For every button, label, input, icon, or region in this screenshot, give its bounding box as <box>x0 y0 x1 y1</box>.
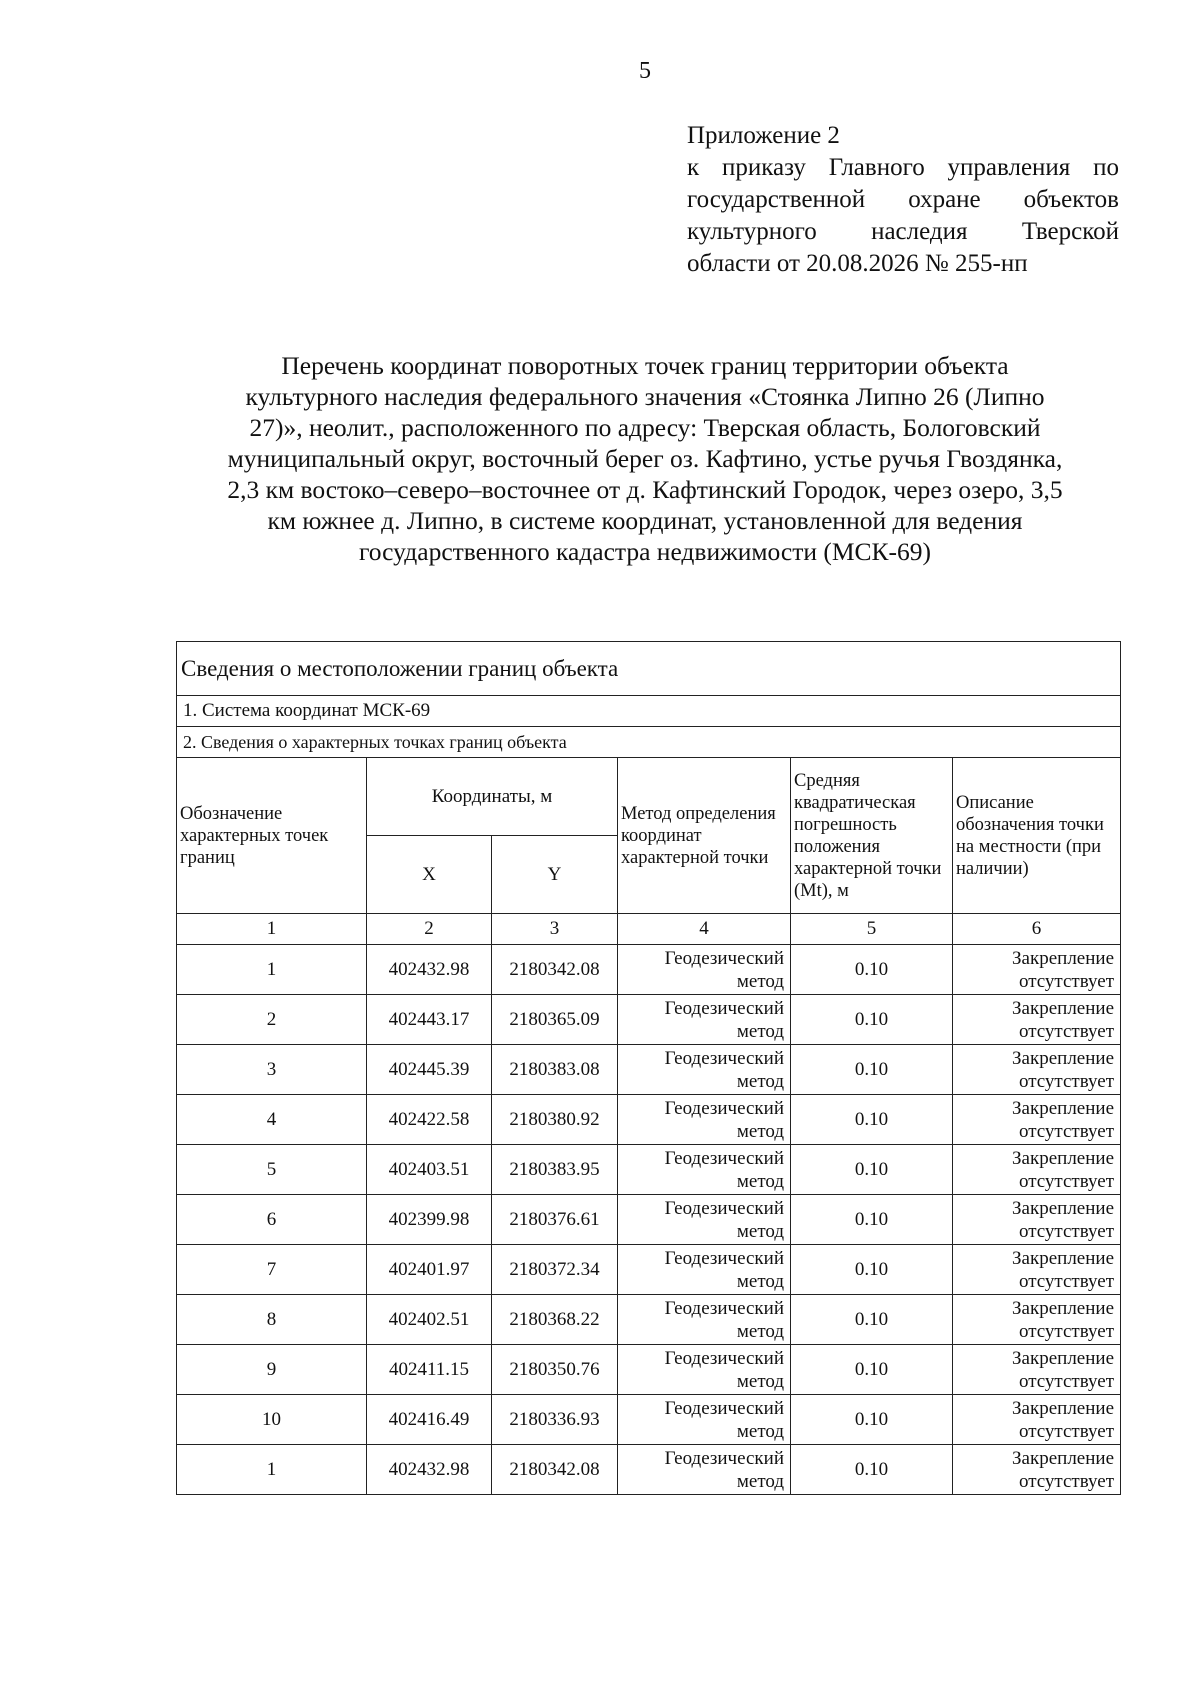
coord-x: 402443.17 <box>367 995 492 1045</box>
point-number: 1 <box>177 945 367 995</box>
description-cell <box>953 1345 1121 1395</box>
coord-y: 2180350.76 <box>492 1345 618 1395</box>
description-line: Закрепление <box>1012 1347 1114 1369</box>
point-number: 7 <box>177 1245 367 1295</box>
table-row <box>177 1045 1121 1095</box>
coord-y: 2180336.93 <box>492 1395 618 1445</box>
method-line: метод <box>736 1070 784 1092</box>
col-header-description: Описание обозначения точки на местности (при наличии) <box>953 758 1121 914</box>
table-row <box>177 1295 1121 1345</box>
method-line: метод <box>736 1320 784 1342</box>
method-cell <box>618 1295 791 1345</box>
point-number: 1 <box>177 1445 367 1495</box>
point-number: 8 <box>177 1295 367 1345</box>
method-line: Геодезический <box>664 1247 784 1269</box>
coord-y: 2180365.09 <box>492 995 618 1045</box>
error-value: 0.10 <box>791 995 953 1045</box>
description-line: отсутствует <box>1018 1370 1114 1392</box>
coord-x: 402411.15 <box>367 1345 492 1395</box>
point-number: 6 <box>177 1195 367 1245</box>
description-cell <box>953 1045 1121 1095</box>
coord-y: 2180380.92 <box>492 1095 618 1145</box>
coord-x: 402399.98 <box>367 1195 492 1245</box>
col-header-designation: Обозначение характерных точек границ <box>177 758 367 914</box>
description-line: Закрепление <box>1012 947 1114 969</box>
method-line: Геодезический <box>664 1097 784 1119</box>
coord-x: 402445.39 <box>367 1045 492 1095</box>
page-number: 5 <box>639 58 651 84</box>
method-line: метод <box>736 1020 784 1042</box>
table-row <box>177 1145 1121 1195</box>
table-heading: Сведения о местоположении границ объекта <box>177 642 1121 696</box>
method-line: метод <box>736 1370 784 1392</box>
column-number: 3 <box>492 914 618 945</box>
description-line: отсутствует <box>1018 1070 1114 1092</box>
coord-x: 402401.97 <box>367 1245 492 1295</box>
coordinate-system-row: 1. Система координат МСК-69 <box>177 696 1121 727</box>
method-line: метод <box>736 1470 784 1492</box>
table-row <box>177 1095 1121 1145</box>
method-line: метод <box>736 1270 784 1292</box>
description-line: отсутствует <box>1018 1420 1114 1442</box>
point-number: 3 <box>177 1045 367 1095</box>
method-line: Геодезический <box>664 1047 784 1069</box>
col-header-x: X <box>367 836 492 914</box>
table-row <box>177 1395 1121 1445</box>
method-line: Геодезический <box>664 1197 784 1219</box>
coord-y: 2180372.34 <box>492 1245 618 1295</box>
appendix-line: государственной охране объектов <box>687 186 1119 213</box>
description-line: Закрепление <box>1012 1247 1114 1269</box>
method-line: метод <box>736 1170 784 1192</box>
method-line: Геодезический <box>664 947 784 969</box>
error-value: 0.10 <box>791 1245 953 1295</box>
column-number: 2 <box>367 914 492 945</box>
column-number: 1 <box>177 914 367 945</box>
method-line: метод <box>736 1420 784 1442</box>
description-cell <box>953 1095 1121 1145</box>
title-line: культурного наследия федерального значения «Стоянка Липно 26 (Липно <box>245 382 1045 411</box>
description-line: Закрепление <box>1012 1197 1114 1219</box>
description-cell <box>953 1145 1121 1195</box>
document-title <box>170 350 1120 567</box>
method-line: Геодезический <box>664 1297 784 1319</box>
table-row <box>177 1195 1121 1245</box>
coord-y: 2180368.22 <box>492 1295 618 1345</box>
description-line: Закрепление <box>1012 1147 1114 1169</box>
method-line: Геодезический <box>664 1147 784 1169</box>
description-line: отсутствует <box>1018 1470 1114 1492</box>
point-number: 5 <box>177 1145 367 1195</box>
description-line: отсутствует <box>1018 1270 1114 1292</box>
coord-x: 402402.51 <box>367 1295 492 1345</box>
description-cell <box>953 1395 1121 1445</box>
appendix-line: культурного наследия Тверской <box>687 218 1119 245</box>
boundary-points-table <box>176 641 1121 1495</box>
method-cell <box>618 1195 791 1245</box>
title-line: муниципальный округ, восточный берег оз. Кафтино, устье ручья Гвоздянка, <box>227 444 1063 473</box>
method-cell <box>618 1345 791 1395</box>
method-cell <box>618 1145 791 1195</box>
description-line: Закрепление <box>1012 1447 1114 1469</box>
error-value: 0.10 <box>791 1095 953 1145</box>
appendix-line: Приложение 2 <box>687 122 840 149</box>
coord-y: 2180342.08 <box>492 945 618 995</box>
description-cell <box>953 995 1121 1045</box>
table-row <box>177 945 1121 995</box>
description-line: отсутствует <box>1018 1170 1114 1192</box>
title-line: км южнее д. Липно, в системе координат, установленной для ведения <box>267 506 1023 535</box>
coord-y: 2180342.08 <box>492 1445 618 1495</box>
point-number: 4 <box>177 1095 367 1145</box>
method-line: метод <box>736 1120 784 1142</box>
coord-y: 2180383.08 <box>492 1045 618 1095</box>
error-value: 0.10 <box>791 1195 953 1245</box>
error-value: 0.10 <box>791 1295 953 1345</box>
method-cell <box>618 1045 791 1095</box>
appendix-line: области от 20.08.2026 № 255-нп <box>687 250 1028 277</box>
point-number: 10 <box>177 1395 367 1445</box>
description-cell <box>953 945 1121 995</box>
description-cell <box>953 1445 1121 1495</box>
description-line: Закрепление <box>1012 1397 1114 1419</box>
method-line: Геодезический <box>664 997 784 1019</box>
column-number: 5 <box>791 914 953 945</box>
point-number: 9 <box>177 1345 367 1395</box>
description-line: Закрепление <box>1012 1297 1114 1319</box>
description-line: отсутствует <box>1018 1020 1114 1042</box>
description-line: Закрепление <box>1012 1097 1114 1119</box>
col-header-method: Метод определения координат характерной точки <box>618 758 791 914</box>
method-line: Геодезический <box>664 1347 784 1369</box>
col-header-coordinates: Координаты, м <box>367 758 618 836</box>
method-line: метод <box>736 1220 784 1242</box>
table-row <box>177 995 1121 1045</box>
description-cell <box>953 1295 1121 1345</box>
title-line: Перечень координат поворотных точек границ территории объекта <box>281 351 1009 380</box>
description-line: отсутствует <box>1018 1120 1114 1142</box>
description-cell <box>953 1245 1121 1295</box>
coord-x: 402432.98 <box>367 945 492 995</box>
description-line: отсутствует <box>1018 1320 1114 1342</box>
method-cell <box>618 945 791 995</box>
points-heading-row: 2. Сведения о характерных точках границ объекта <box>177 727 1121 758</box>
table-row <box>177 1345 1121 1395</box>
error-value: 0.10 <box>791 1045 953 1095</box>
method-line: Геодезический <box>664 1447 784 1469</box>
method-line: метод <box>736 970 784 992</box>
error-value: 0.10 <box>791 1345 953 1395</box>
appendix-line: к приказу Главного управления по <box>687 154 1119 181</box>
error-value: 0.10 <box>791 1445 953 1495</box>
title-line: государственного кадастра недвижимости (МСК-69) <box>358 537 932 566</box>
coord-y: 2180383.95 <box>492 1145 618 1195</box>
column-number: 4 <box>618 914 791 945</box>
coord-x: 402422.58 <box>367 1095 492 1145</box>
method-cell <box>618 1245 791 1295</box>
table-row <box>177 1245 1121 1295</box>
method-cell <box>618 1395 791 1445</box>
appendix-block <box>687 120 1119 280</box>
error-value: 0.10 <box>791 945 953 995</box>
coord-x: 402416.49 <box>367 1395 492 1445</box>
description-line: отсутствует <box>1018 1220 1114 1242</box>
point-number: 2 <box>177 995 367 1045</box>
description-line: Закрепление <box>1012 997 1114 1019</box>
coord-x: 402432.98 <box>367 1445 492 1495</box>
method-line: Геодезический <box>664 1397 784 1419</box>
table-row <box>177 1445 1121 1495</box>
coord-y: 2180376.61 <box>492 1195 618 1245</box>
title-line: 2,3 км востоко–северо–восточнее от д. Кафтинский Городок, через озеро, 3,5 <box>227 475 1063 504</box>
coord-x: 402403.51 <box>367 1145 492 1195</box>
method-cell <box>618 1445 791 1495</box>
error-value: 0.10 <box>791 1145 953 1195</box>
title-line: 27)», неолит., расположенного по адресу: Тверская область, Бологовский <box>249 413 1041 442</box>
error-value: 0.10 <box>791 1395 953 1445</box>
description-cell <box>953 1195 1121 1245</box>
col-header-y: Y <box>492 836 618 914</box>
method-cell <box>618 1095 791 1145</box>
description-line: отсутствует <box>1018 970 1114 992</box>
method-cell <box>618 995 791 1045</box>
description-line: Закрепление <box>1012 1047 1114 1069</box>
col-header-error: Средняя квадратическая погрешность положения характерной точки (Mt), м <box>791 758 953 914</box>
column-number: 6 <box>953 914 1121 945</box>
